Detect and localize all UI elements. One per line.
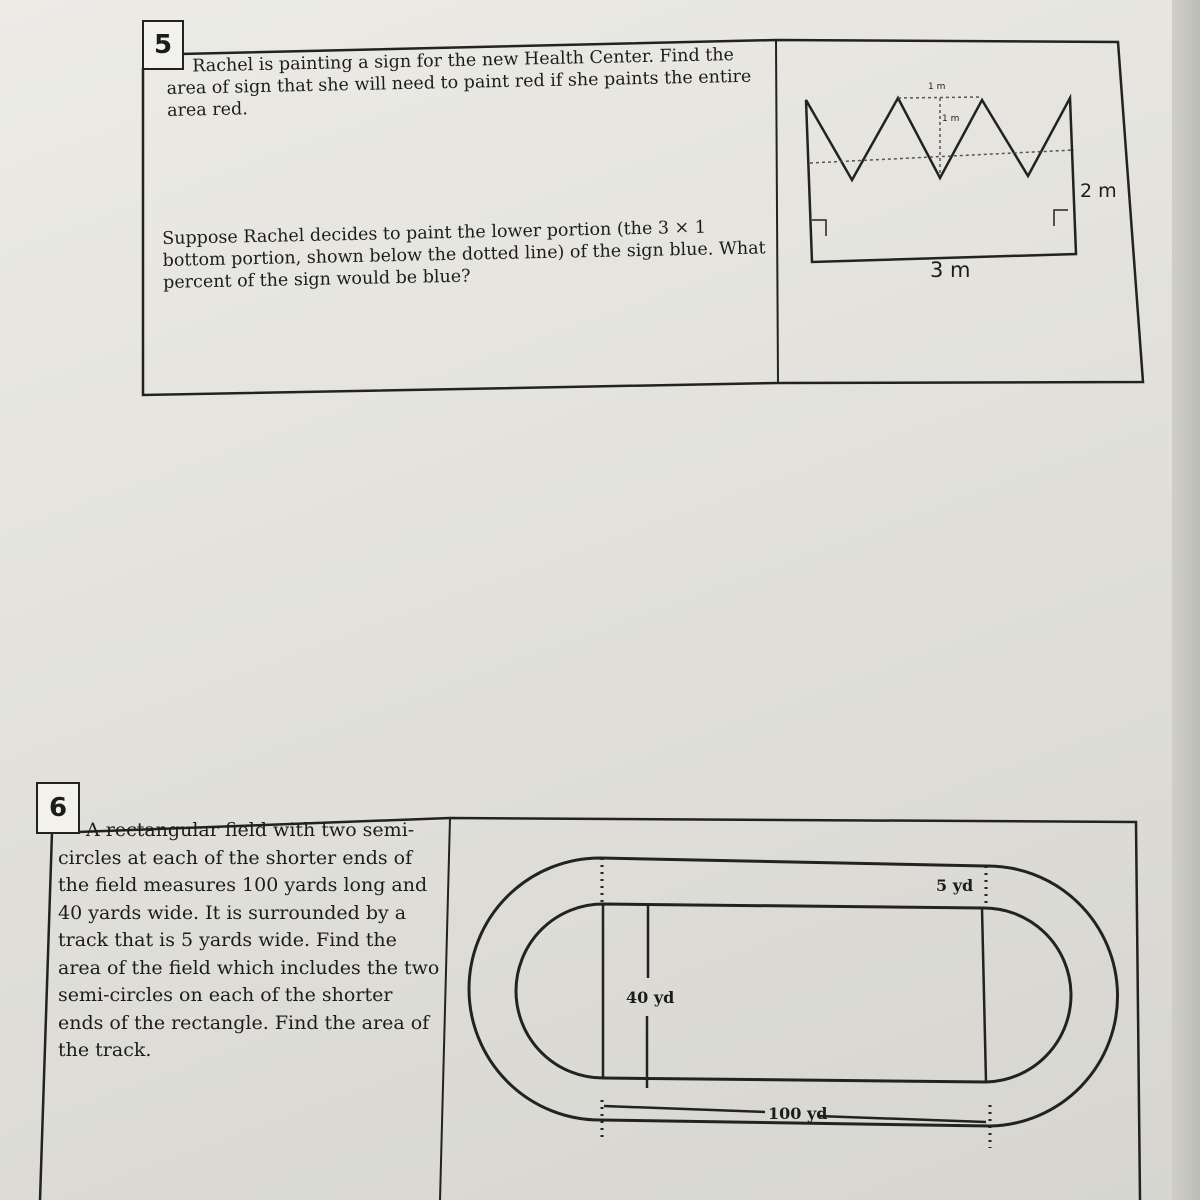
- length-line-left: [604, 1106, 765, 1112]
- problem5-number: 5: [142, 20, 184, 70]
- problem6-left-border: [40, 832, 52, 1200]
- problem5-divider: [776, 40, 778, 383]
- problem6-number: 6: [36, 782, 80, 834]
- problem6-question: A rectangular field with two semi-circles at each of the shorter ends of the field measures 100 yards long and 40 yards wide. It is surrounded by a track that is 5 yards wide. Find the area of the field which includes the two semi-circles on each of the shorter ends of the rectangle. Find the area of the track.: [58, 819, 440, 1061]
- sign-dotted-line: [810, 150, 1074, 163]
- sign-shape: [806, 98, 1076, 262]
- track-label-length: 100 yd: [768, 1104, 828, 1123]
- right-angle-right: [1054, 210, 1068, 226]
- track-outer: [469, 858, 1118, 1126]
- sign-label-side: 2 m: [1080, 180, 1117, 202]
- sign-label-top-height: 1 m: [942, 114, 960, 124]
- problem5-question-blue: Suppose Rachel decides to paint the lower portion (the 3 × 1 bottom portion, shown below the dotted line) of the sign blue. What percent of the sign would be blue?: [162, 217, 766, 293]
- sign-label-bottom: 3 m: [930, 258, 971, 282]
- sign-label-top-width: 1 m: [928, 82, 946, 92]
- right-angle-left: [812, 220, 826, 236]
- problem5-question-red: Rachel is painting a sign for the new Health Center. Find the area of sign that she will need to paint red if she paints the entire area red.: [166, 45, 752, 121]
- field-inner: [516, 904, 1071, 1082]
- field-right-line: [982, 908, 986, 1082]
- sign-top-dotted-line: [898, 97, 982, 98]
- track-label-width: 40 yd: [626, 988, 675, 1007]
- problem6-divider: [440, 818, 450, 1200]
- track-label-track-width: 5 yd: [936, 876, 974, 895]
- length-line-right: [818, 1116, 986, 1122]
